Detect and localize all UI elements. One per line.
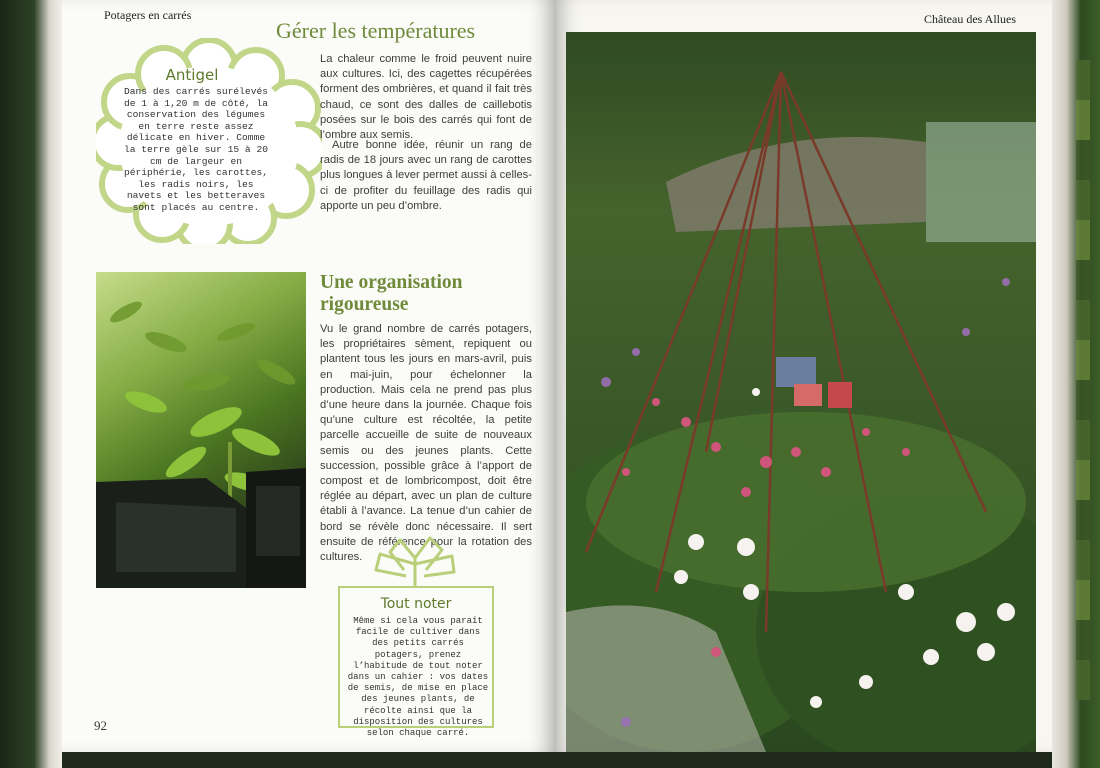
- paragraph-temperatures-1: La chaleur comme le froid peuvent nuire aux cultures. Ici, des cagettes récupérées forment des ombrières, et quand il fait très chaud, ce sont des dalles de caillebotis posées sur le bois des carrés qui font de l’ombre aux semis.: [320, 53, 532, 142]
- callout-tout-noter-title: Tout noter: [380, 596, 452, 612]
- paragraph-temperatures-2: Autre bonne idée, réunir un rang de radis de 18 jours avec un rang de carottes plus longues à lever permet aussi à celles-ci de profiter du feuillage des radis qui apporte un peu d’ombre.: [320, 139, 532, 212]
- running-head-right: Château des Allues: [924, 12, 1016, 26]
- page-number: 92: [94, 718, 107, 733]
- paragraph-organisation: Vu le grand nombre de carrés potagers, les propriétaires sèment, repiquent ou plantent tous les jours en mars-avril, puis en mai-juin, pour échelonner la production. Mais cela ne prend pas plus d’une heure dans la journée. Chaque fois qu’une culture est récoltée, la petite parcelle accueille de suite de nouveaux semis ou des jeunes plants. Cette succession, possible grâce à l’apport de compost et de lombricompost, doit être réglée au départ, avec un plan de culture établi à l’avance. La tenue d’un cahier de bord se révèle donc nécessaire. Il sert ensuite de référence pour la rotation des cultures.: [320, 323, 532, 564]
- book-edge-right: [1052, 0, 1100, 768]
- callout-tout-noter: [338, 586, 494, 739]
- callout-antigel-text: Dans des carrés surélevés de 1 à 1,20 m de côté, la conservation des légumes en terre reste assez délicate en hiver. Comme la terre gèle sur 15 à 20 cm de largeur en périphérie, les carottes, les radis noirs, les navets et les betteraves sont placés au centre.: [124, 86, 268, 213]
- callout-tout-noter-text: Même si cela vous paraît facile de cultiver dans des petits carrés potagers, prenez l’habitude de tout noter dans un cahier : vos dates de semis, de mise en place des jeunes plants, de récolte ainsi que la disposition des cultures selon chaque carré.: [347, 616, 489, 739]
- running-head-left: Potagers en carrés: [104, 8, 192, 22]
- callout-antigel-title: Antigel: [165, 66, 219, 84]
- book-spine-strip: [1076, 60, 1090, 700]
- seedlings-photo: [96, 272, 306, 588]
- garden-teepee-photo: [566, 32, 1036, 752]
- right-page: [556, 0, 1052, 752]
- heading-organisation: Une organisation rigoureuse: [320, 272, 463, 315]
- book-edge-left: [0, 0, 62, 768]
- sprout-icon: [370, 530, 460, 590]
- heading-temperatures: Gérer les températures: [276, 18, 476, 43]
- left-page: [62, 0, 556, 752]
